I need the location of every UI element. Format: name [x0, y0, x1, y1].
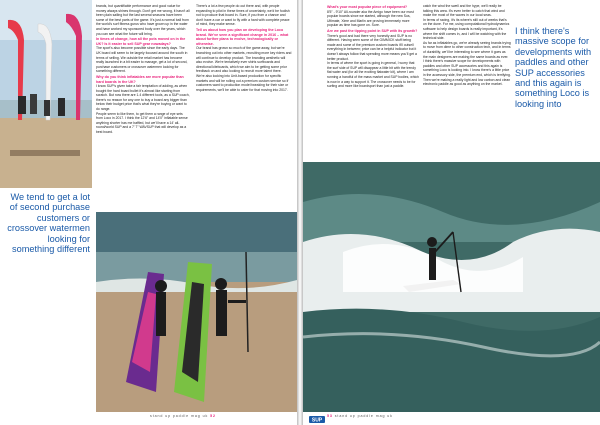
magazine-logo [309, 410, 325, 423]
answer-paragraph: People seem to like them, to get them a range of eye sets from Loco in 2017. I think the 12'6" and 14'0" inflatable sense anything shorter has me baffled, but we'll have a 14' all-round/world SUP and a 7' 7" WAVSUP that will develop as a best board. [96, 111, 188, 135]
footer-title: stand up paddle mag uk [150, 414, 209, 418]
intro-paragraph: brands, but quantifiable performance and good value for money always shines through. Don't get me wrong, it hasn't all been plain sailing but the last several seasons have been some of the best parts of the game. It's just a normal ball from the world's surf fitness gurus who have grown up in the water and have worked my sponsored body over the years, which you can see what the future will bring. [96, 4, 190, 36]
footer-title: stand up paddle mag uk [334, 414, 393, 418]
page-footer [327, 414, 393, 418]
page-number: 52 [210, 414, 216, 418]
answer-paragraph: There's good and bad there very honestly and SUP is no different. Having seen some of the GIMMICK stuff being made and some of the premium custom boards it'll outsell everything in between; price can be a helpful indicator but it doesn't always follow that spending more means you'll get a better product. [327, 33, 417, 61]
answer-paragraph: Our brand has grown so much of the game away, but we're branching out into other markets, recruiting more key riders and will continue to develop product. The branding aesthetic will also evolve. We're tentatively ever shirts surfboards and directional kiteboards, which we aim to be getting some prior feedback on and also looking to recruit more talent there. [196, 46, 292, 74]
question-heading: Are we past the tipping point in SUP with its growth? [327, 28, 418, 33]
left-column-2 [196, 4, 292, 92]
paddleboarders-illustration [96, 212, 297, 412]
left-page [0, 0, 297, 425]
wave-paddler-photo [303, 162, 600, 412]
wave-paddler-illustration [303, 162, 600, 412]
question-heading: Why do you think inflatables are more popular than hard boards in the UK? [96, 74, 184, 84]
answer-paragraph: In terms of where the sport is going in general, I worry that the surf side of SUP will disappear a little bit with the trendy flat water and (for all the exciting flatwater kit), where I am running a handful of the mass market and SUP bodies, which is now in a way to support it. The crossover needs to be for surfing and more like boardsport than just a paddle. [327, 61, 419, 89]
right-column-2 [423, 4, 511, 87]
question-heading: What's your most popular piece of equipment? [327, 5, 408, 9]
pull-quote: I think there's massive scope for developments with paddles and other SUP accessories and this again is something Loco is looking into [515, 26, 592, 109]
paddleboarders-photo [96, 212, 297, 412]
answer-paragraph: There's a lot a few people do out there and, with people expanding to pilot in these times of uncertainty, we'd be foolish not to produce that board in. Sure, if you from a chance and don't have a car or want to fly with a hard with complete peace of mind, they make sense. [196, 4, 290, 27]
right-column-1 [327, 4, 419, 89]
answer-paragraph: catch the wind the swell and the hype, we'll really be talking this area. It's even better to catch that wind and make the most of the waves in our local seas. [423, 4, 505, 18]
answer-paragraph: In terms of racing, it's its where's still out of weeks that's on the dune. For me, using computational hydrodynamics software to help design boards is really important, it's where the shift comes in, and I will be watching with the technical side. [423, 17, 510, 41]
answer-paragraph: We're also looking into Unit-based production for specific markets and will be rolling out a premium custom service so if customers want to production model tweaking for their size or requirements, we'll be able to cater for that moving into 2017. [196, 73, 289, 92]
page-number: 53 [327, 414, 333, 418]
right-page [303, 0, 600, 425]
sup-logo-icon [309, 416, 325, 423]
beach-flags-illustration [0, 0, 92, 188]
answer-paragraph: I know SUP's given take a fair temptation of adding, as when bought the hard board bullet it's almost like starting from scratch. But now there are 1.4 different tools, as a SUP coach, there's no reason for any one to buy a board any bigger than below their budget price that's what they're buying or want to do range. [96, 84, 190, 112]
question-heading: Tell us about how you plan on developing the Loco brand. We've seen a significant change in 2016 – what about further plans to evolve, technologically or otherwise. [196, 27, 289, 46]
answer-paragraph: I think there's massive scope for developments with paddles and other SUP accessories and this again is something Loco is looking into. I know there's a little price in the accessory side, the premium end, which is terrifying. Then we're making a really light and low carbon and clean electronic paddle as good as anything on the market. [423, 59, 511, 87]
left-column-1 [96, 4, 190, 135]
answer-paragraph: As far as inflatables go, we're already seeing brands trying to move from dime to other construction tech, and in terms of durability, we'll be interesting to see where it goes as the main designers are making the same boards as ever. [423, 40, 511, 59]
page-footer [150, 414, 216, 418]
answer-paragraph: The sport's also become possible since the early days. The UK board will seem to be largely focused around the south in terms of selling. We outside the retail market has become really launched in a bit easier to manage, get a lot of second, purchase customers or crossover watermen looking for something different. [96, 46, 188, 74]
logo-text: SUP [311, 417, 323, 423]
beach-flags-photo [0, 0, 92, 188]
question-heading: In times of change, how all the pots moved on in the UK? Is it easier to sell SUP gear nowadays? [96, 37, 186, 46]
answer-paragraph: 8'5" - 9'10" All-rounder aka the Amigo have been our most popular boards since we started, although the new Sus, Ultimate, Xime and Marlin are proving immensely more popular as time has gone on. Sure. [327, 9, 414, 28]
pull-quote: We tend to get a lot of second purchase customers or crossover watermen looking for something different [7, 192, 90, 255]
